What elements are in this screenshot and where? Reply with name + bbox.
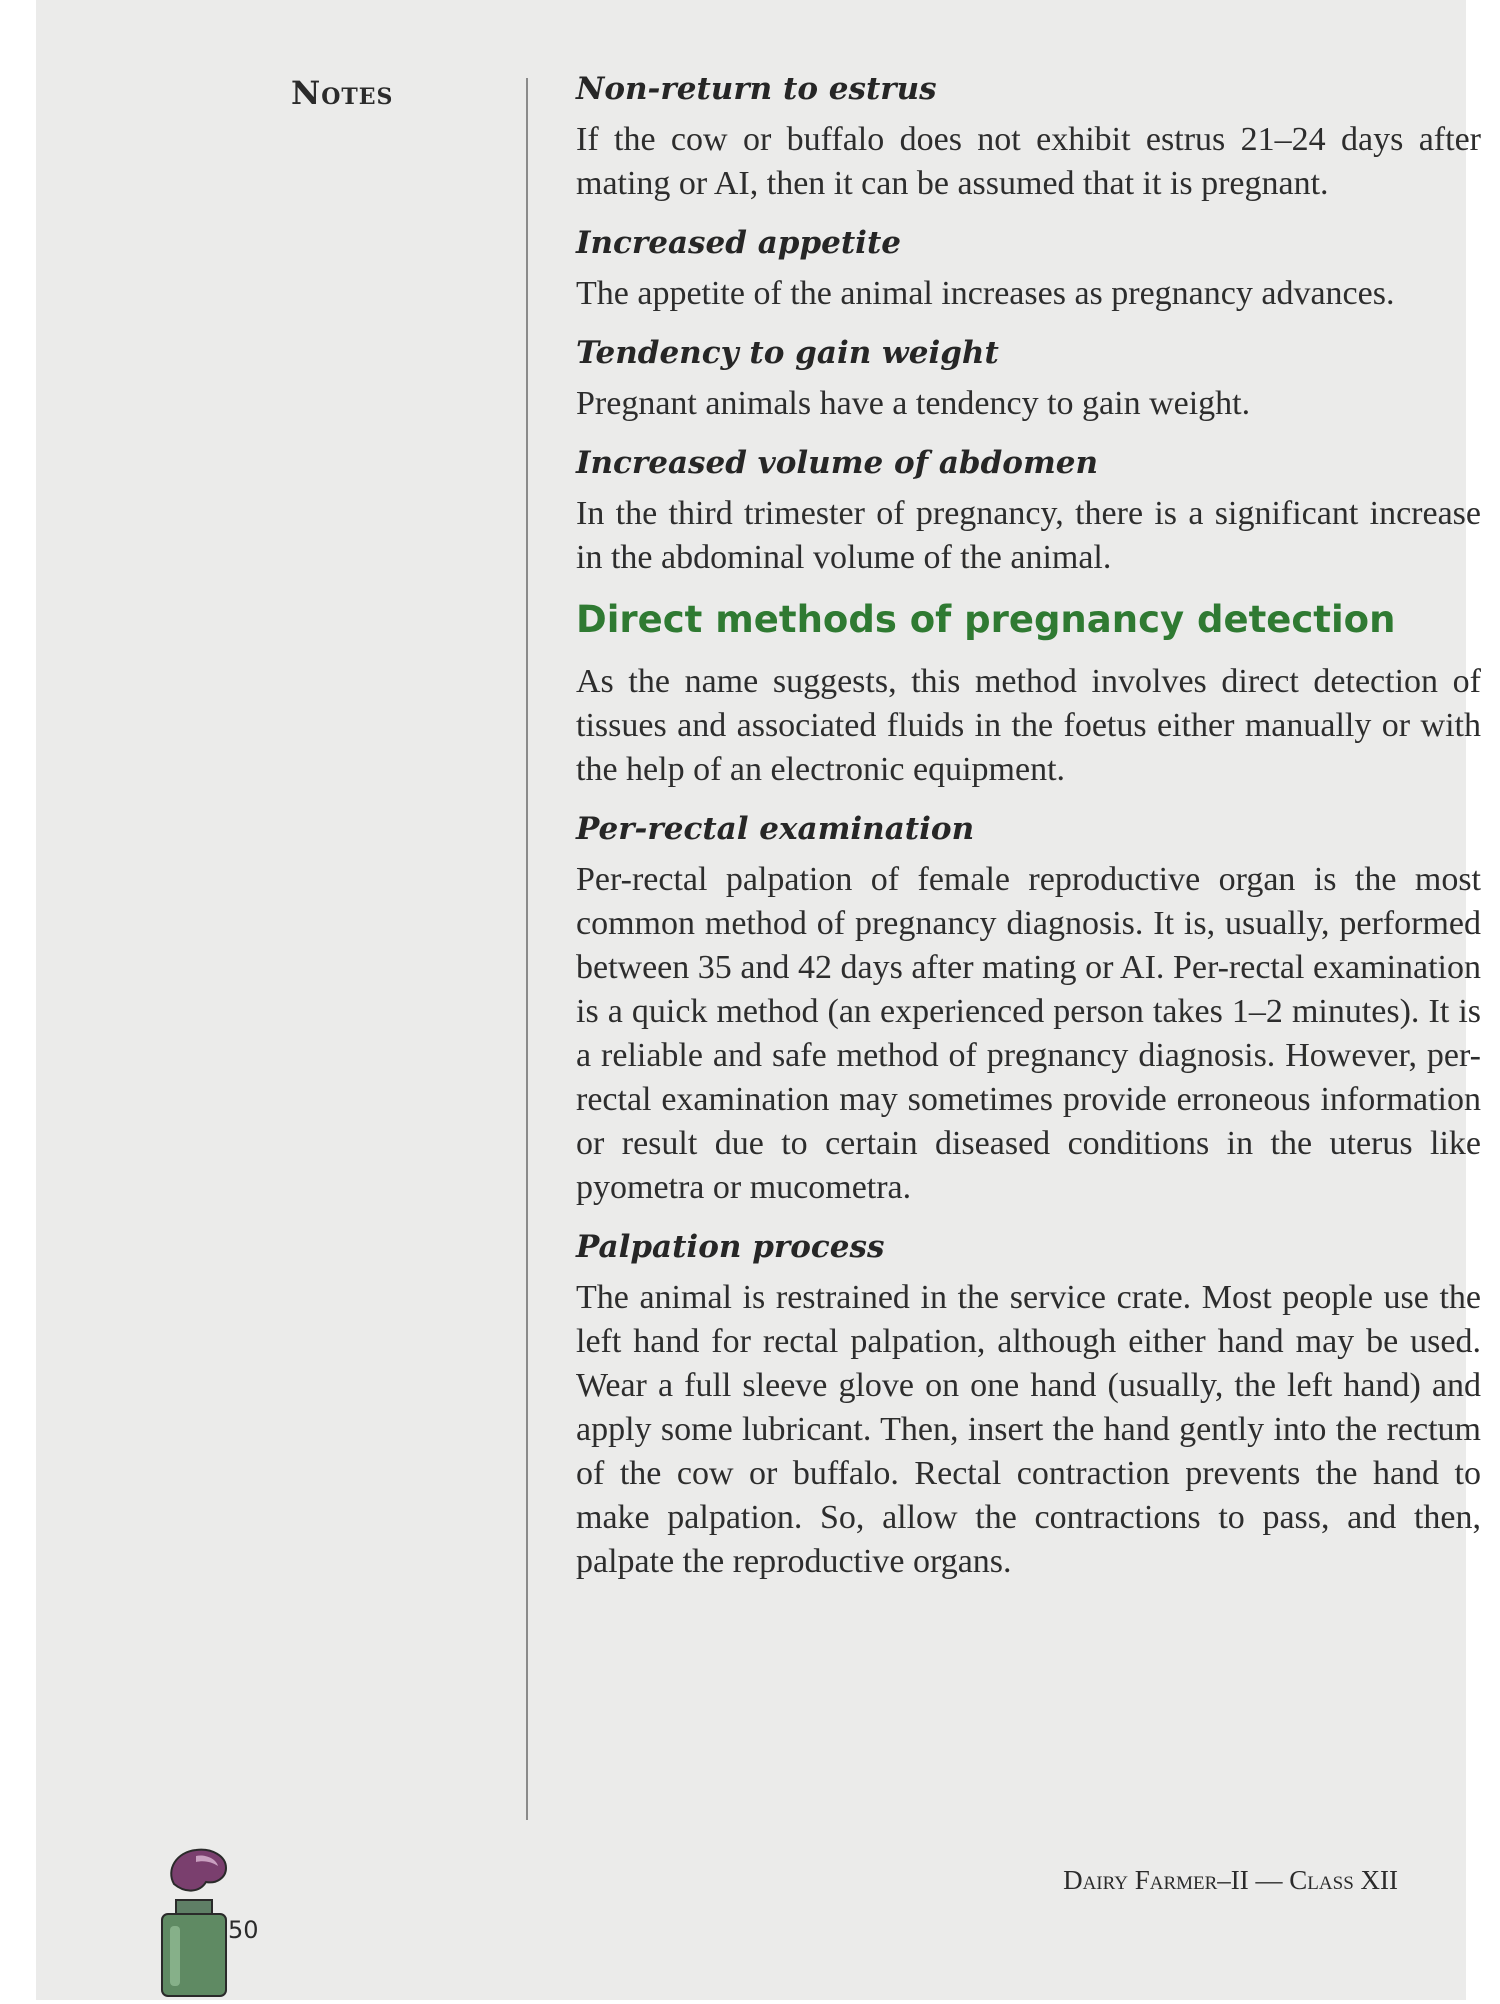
paragraph-appetite: The appetite of the animal increases as pregnancy advances. [576,275,1395,312]
section-palpation [576,1226,1481,1584]
subheading-weight: Tendency to gain weight [576,335,999,371]
section-appetite [576,222,1481,316]
paragraph-weight: Pregnant animals have a tendency to gain weight. [576,385,1251,422]
notes-label: Notes [291,74,394,112]
subheading-non-return: Non-return to estrus [576,71,937,107]
subheading-appetite: Increased appetite [576,225,902,261]
subheading-palpation: Palpation process [576,1229,885,1265]
section-abdomen [576,442,1481,580]
paragraph-per-rectal: Per-rectal palpation of female reproductive organ is the most common method of pregnancy diagnosis. It is, usually, performed between 35 and 42 days after mating or AI. Per-rectal examination is a quick method (an experienced person takes 1–2 minutes). It is a reliable and safe method of pregnancy diagnosis. However, per-rectal examination may sometimes provide erroneous information or result due to certain diseased conditions in the uterus like pyometra or mucometra. [576,861,1481,1206]
page-number: 50 [228,1916,259,1944]
heading-direct-methods: Direct methods of pregnancy detection [576,598,1396,641]
paragraph-palpation: The animal is restrained in the service crate. Most people use the left hand for rectal palpation, although either hand may be used. Wear a full sleeve glove on one hand (usually, the left hand) and apply some lubricant. Then, insert the hand gently into the rectum of the cow or buffalo. Rectal contraction prevents the hand to make palpation. So, allow the contractions to pass, and then, palpate the reproductive organs. [576,1279,1481,1580]
section-non-return [576,68,1481,206]
paragraph-direct-methods: As the name suggests, this method involves direct detection of tissues and associated fluids in the foetus either manually or with the help of an electronic equipment. [576,663,1481,788]
subheading-per-rectal: Per-rectal examination [576,811,975,847]
book-footer: Dairy Farmer–II — Class XII [1063,1865,1398,1895]
margin-divider [526,78,528,1820]
textbook-page [36,0,1481,2000]
subheading-abdomen: Increased volume of abdomen [576,445,1099,481]
paragraph-abdomen: In the third trimester of pregnancy, there is a significant increase in the abdominal volume of the animal. [576,495,1481,576]
paragraph-non-return: If the cow or buffalo does not exhibit estrus 21–24 days after mating or AI, then it can be assumed that it is pregnant. [576,121,1481,202]
section-per-rectal [576,808,1481,1210]
page-content [576,68,1481,1600]
section-weight [576,332,1481,426]
